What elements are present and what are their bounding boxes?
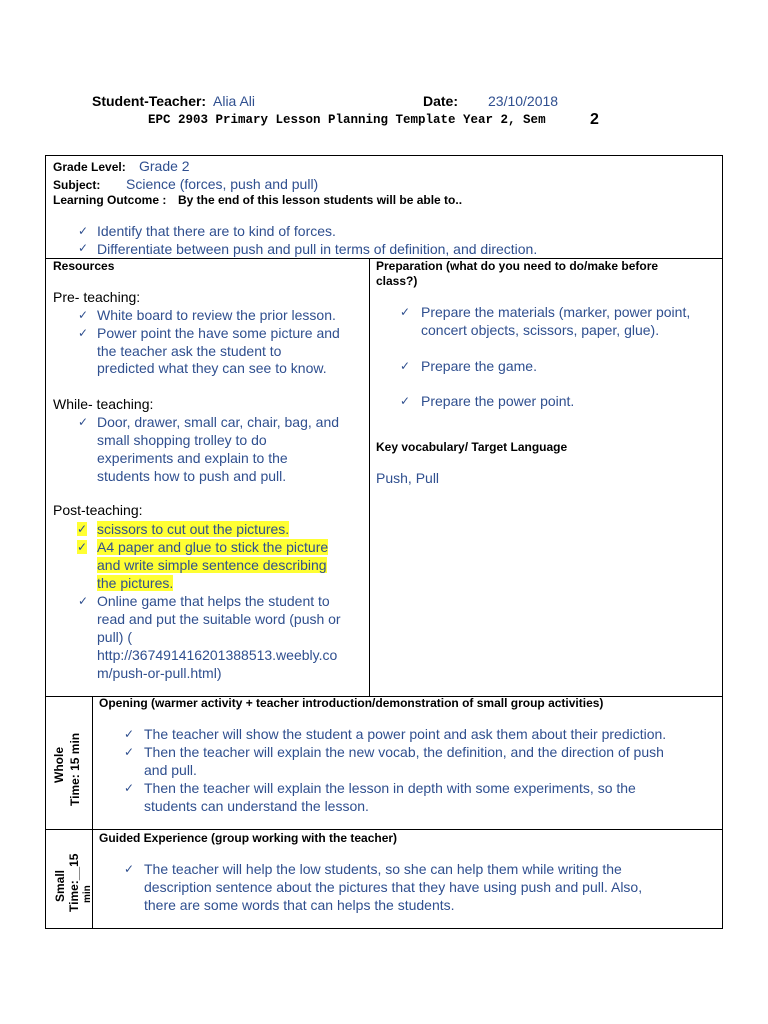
check-icon: ✓ [78, 326, 89, 340]
prep-item: Prepare the materials (marker, power point, [421, 304, 691, 320]
whole-time-label: Time: 15 min [68, 732, 82, 806]
opening-item: Then the teacher will explain the lesson in depth with some experiments, so the [144, 780, 636, 796]
post-item: and write simple sentence describing [97, 557, 327, 573]
page-title: EPC 2903 Primary Lesson Planning Template Year 2, Sem [148, 113, 546, 127]
preparation-heading-cont: class?) [376, 274, 418, 288]
check-icon: ✓ [77, 540, 88, 554]
post-item: Online game that helps the student to [97, 593, 330, 609]
check-icon: ✓ [124, 745, 135, 759]
check-icon: ✓ [124, 862, 135, 876]
subject-label: Subject: [53, 178, 101, 192]
subject-value: Science (forces, push and pull) [126, 176, 319, 192]
sem-number: 2 [590, 111, 599, 128]
post-item: A4 paper and glue to stick the picture [97, 539, 329, 555]
student-teacher-label: Student-Teacher: [92, 93, 207, 109]
guided-item: there are some words that can helps the students. [144, 897, 455, 913]
check-icon: ✓ [400, 305, 411, 319]
student-teacher-value: Alia Ali [213, 93, 256, 109]
prep-item: concert objects, scissors, paper, glue). [421, 322, 660, 338]
check-icon: ✓ [77, 522, 88, 536]
prep-item: Prepare the power point. [421, 393, 575, 409]
vocab-value: Push, Pull [376, 470, 440, 486]
check-icon: ✓ [124, 727, 135, 741]
outcome-item: Differentiate between push and pull in terms of definition, and direction. [97, 241, 538, 257]
opening-item: students can understand the lesson. [144, 798, 369, 814]
opening-item: Then the teacher will explain the new vocab, the definition, and the direction of push [144, 744, 664, 760]
check-icon: ✓ [78, 415, 89, 429]
pre-item: predicted what they can see to know. [97, 360, 327, 376]
preparation-heading: Preparation (what do you need to do/make before [376, 259, 659, 273]
small-side-label: Small [53, 869, 67, 902]
grade-label: Grade Level: [53, 160, 126, 174]
while-item: students how to push and pull. [97, 468, 287, 484]
check-icon: ✓ [78, 241, 89, 255]
small-min-label: min [82, 885, 93, 903]
check-icon: ✓ [78, 594, 89, 608]
post-item: the pictures. [97, 575, 174, 591]
pre-item: White board to review the prior lesson. [97, 307, 336, 323]
opening-item: and pull. [144, 762, 197, 778]
guided-item: description sentence about the pictures that they have using push and pull. Also, [144, 879, 643, 895]
outcome-item: Identify that there are to kind of forces. [97, 223, 336, 239]
grade-value: Grade 2 [139, 158, 190, 174]
while-teaching-label: While- teaching: [53, 396, 154, 412]
post-item: pull) ( [97, 629, 133, 645]
check-icon: ✓ [400, 359, 411, 373]
prep-item: Prepare the game. [421, 358, 537, 374]
pre-teaching-label: Pre- teaching: [53, 289, 141, 305]
resources-heading: Resources [53, 259, 115, 273]
check-icon: ✓ [78, 308, 89, 322]
post-item: m/push-or-pull.html) [97, 665, 222, 681]
while-item: Door, drawer, small car, chair, bag, and [97, 414, 340, 430]
guided-heading: Guided Experience (group working with the teacher) [99, 831, 398, 845]
post-teaching-label: Post-teaching: [53, 502, 143, 518]
vocab-heading: Key vocabulary/ Target Language [376, 440, 568, 454]
post-item: read and put the suitable word (push or [97, 611, 341, 627]
opening-heading: Opening (warmer activity + teacher introduction/demonstration of small group activities) [99, 696, 604, 710]
check-icon: ✓ [124, 781, 135, 795]
check-icon: ✓ [400, 394, 411, 408]
pre-item: the teacher ask the student to [97, 343, 282, 359]
while-item: small shopping trolley to do [97, 432, 267, 448]
date-value: 23/10/2018 [488, 93, 559, 109]
post-item: http://367491416201388513.weebly.co [97, 647, 338, 663]
whole-side-label: Whole [52, 747, 66, 783]
outcome-label: Learning Outcome : [53, 193, 167, 207]
check-icon: ✓ [78, 224, 89, 238]
pre-item: Power point the have some picture and [97, 325, 340, 341]
outcome-text: By the end of this lesson students will be able to.. [178, 193, 463, 207]
post-item: scissors to cut out the pictures. [97, 521, 290, 537]
guided-item: The teacher will help the low students, so she can help them while writing the [144, 861, 622, 877]
date-label: Date: [423, 93, 459, 109]
opening-item: The teacher will show the student a power point and ask them about their prediction. [144, 726, 667, 742]
small-time-label: Time:__15 [67, 853, 81, 912]
while-item: experiments and explain to the [97, 450, 288, 466]
